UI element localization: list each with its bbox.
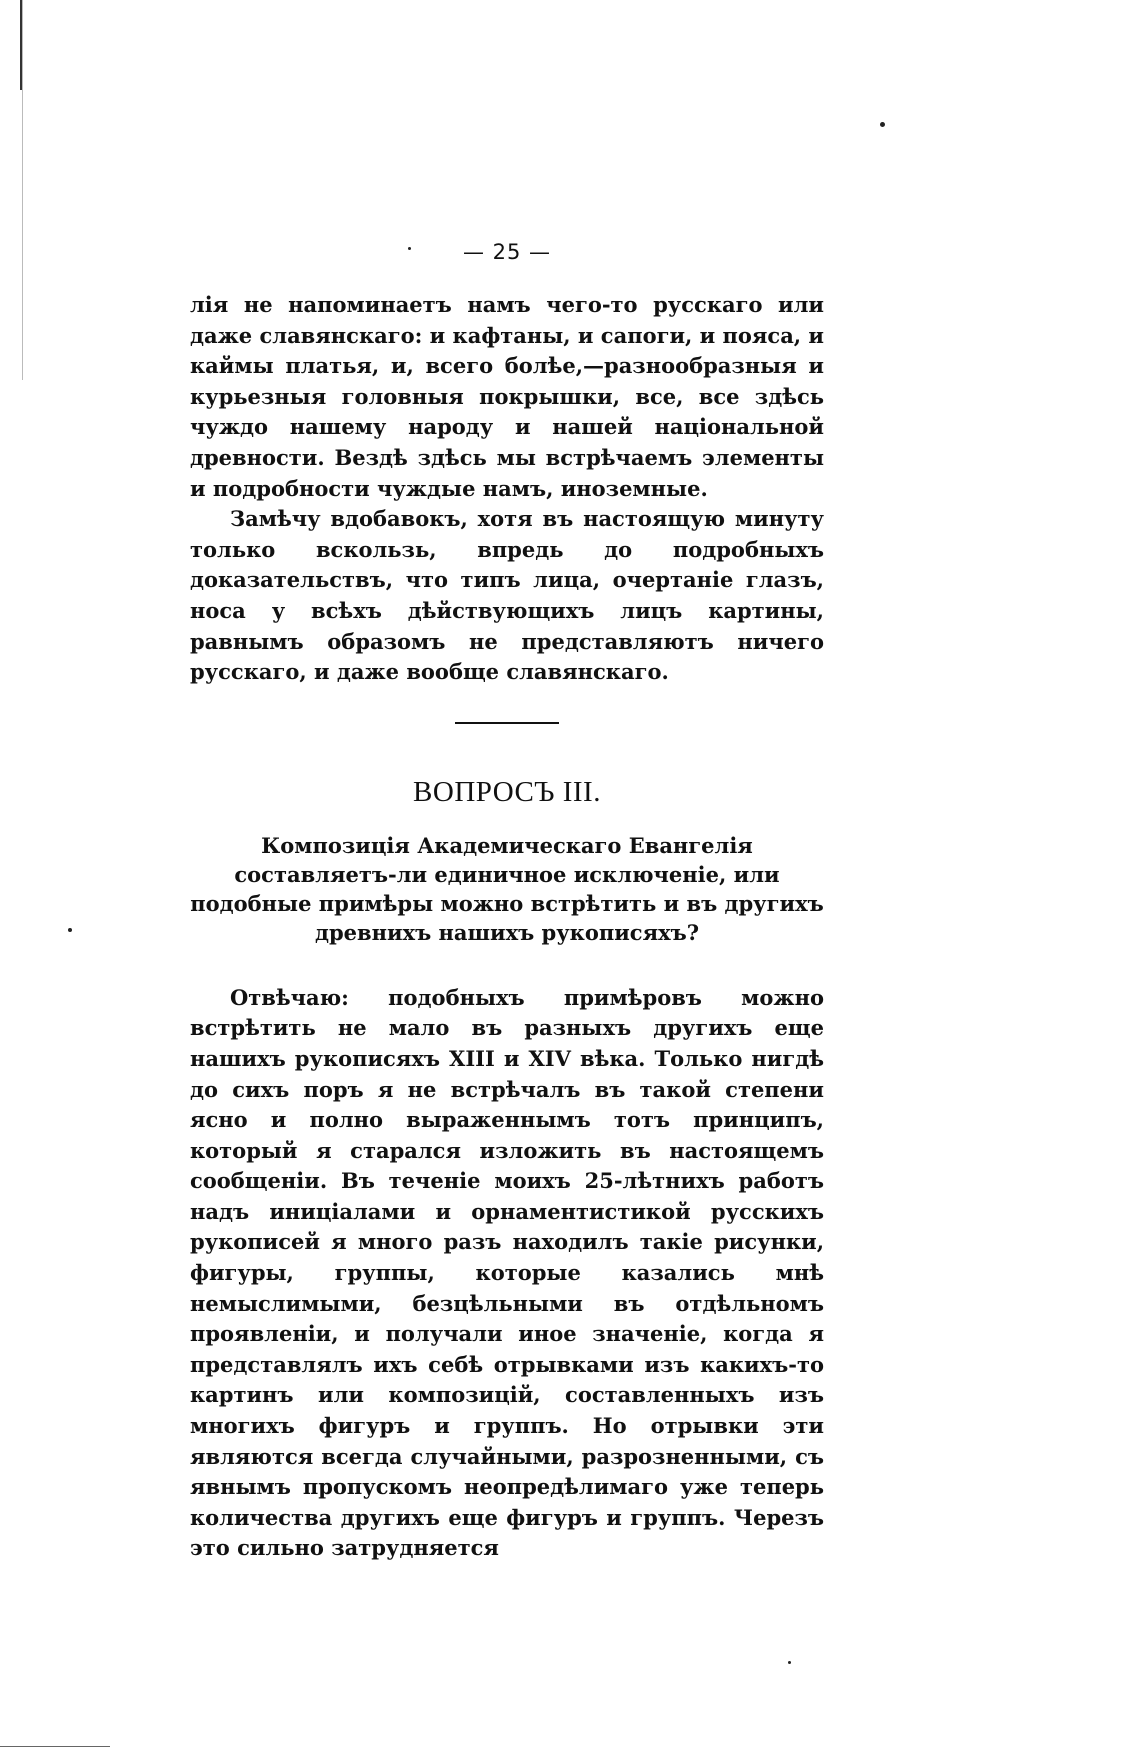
scan-edge-shadow [22, 0, 23, 380]
answer-paragraph: Отвѣчаю: подобныхъ примѣровъ можно встрѣтить не мало въ разныхъ другихъ еще нашихъ рукописяхъ XIII и XIV вѣка. Только нигдѣ до сихъ поръ я не встрѣчалъ въ такой степени ясно и полно выраженнымъ тотъ принципъ, который я старался изложить въ настоящемъ сообщеніи. Въ теченіе моихъ 25-лѣтнихъ работъ надъ иниціалами и орнаментистикой русскихъ рукописей я много разъ находилъ такіе рисунки, фигуры, группы, которые казались мнѣ немыслимыми, безцѣльными въ отдѣльномъ проявленіи, и получали иное значеніе, когда я представлялъ ихъ себѣ отрывками изъ какихъ-то картинъ или композицій, составленныхъ изъ многихъ фигуръ и группъ. Но отрывки эти являются всегда случайными, разрозненными, съ явнымъ пропускомъ неопредѣлимаго уже теперь количества другихъ еще фигуръ и группъ. Черезъ это сильно затрудняется [190, 984, 824, 1561]
section-divider [455, 722, 559, 724]
paragraph-remark: Замѣчу вдобавокъ, хотя въ настоящую минуту только вскользь, впредь до подробныхъ доказательствъ, что типъ лица, очертаніе глазъ, носа у всѣхъ дѣйствующихъ лицъ картины, равнымъ образомъ не представляютъ ничего русскаго, и даже вообще славянскаго. [190, 506, 824, 685]
section-heading: ВОПРОСЪ III. [413, 775, 601, 808]
page-body [190, 240, 824, 1564]
scan-bottom-mark [0, 1746, 110, 1747]
scan-speck [880, 122, 885, 127]
page-number: — 25 — [462, 240, 552, 264]
question-text: Композиція Академическаго Евангелія составляетъ-ли единичное исключеніе, или подобные примѣры можно встрѣтить и въ другихъ древнихъ нашихъ рукописяхъ? [190, 832, 824, 945]
scan-speck [788, 1661, 791, 1664]
scan-speck [68, 928, 72, 932]
paragraph-continuation: лія не напоминаетъ намъ чего-то русскаго или даже славянскаго: и кафтаны, и сапоги, и пояса, и каймы платья, и, всего болѣе,—разнообразныя и курьезныя головныя покрышки, все, все здѣсь чуждо нашему народу и нашей національной древности. Вездѣ здѣсь мы встрѣчаемъ элементы и подробности чуждые намъ, иноземные. [190, 292, 825, 501]
